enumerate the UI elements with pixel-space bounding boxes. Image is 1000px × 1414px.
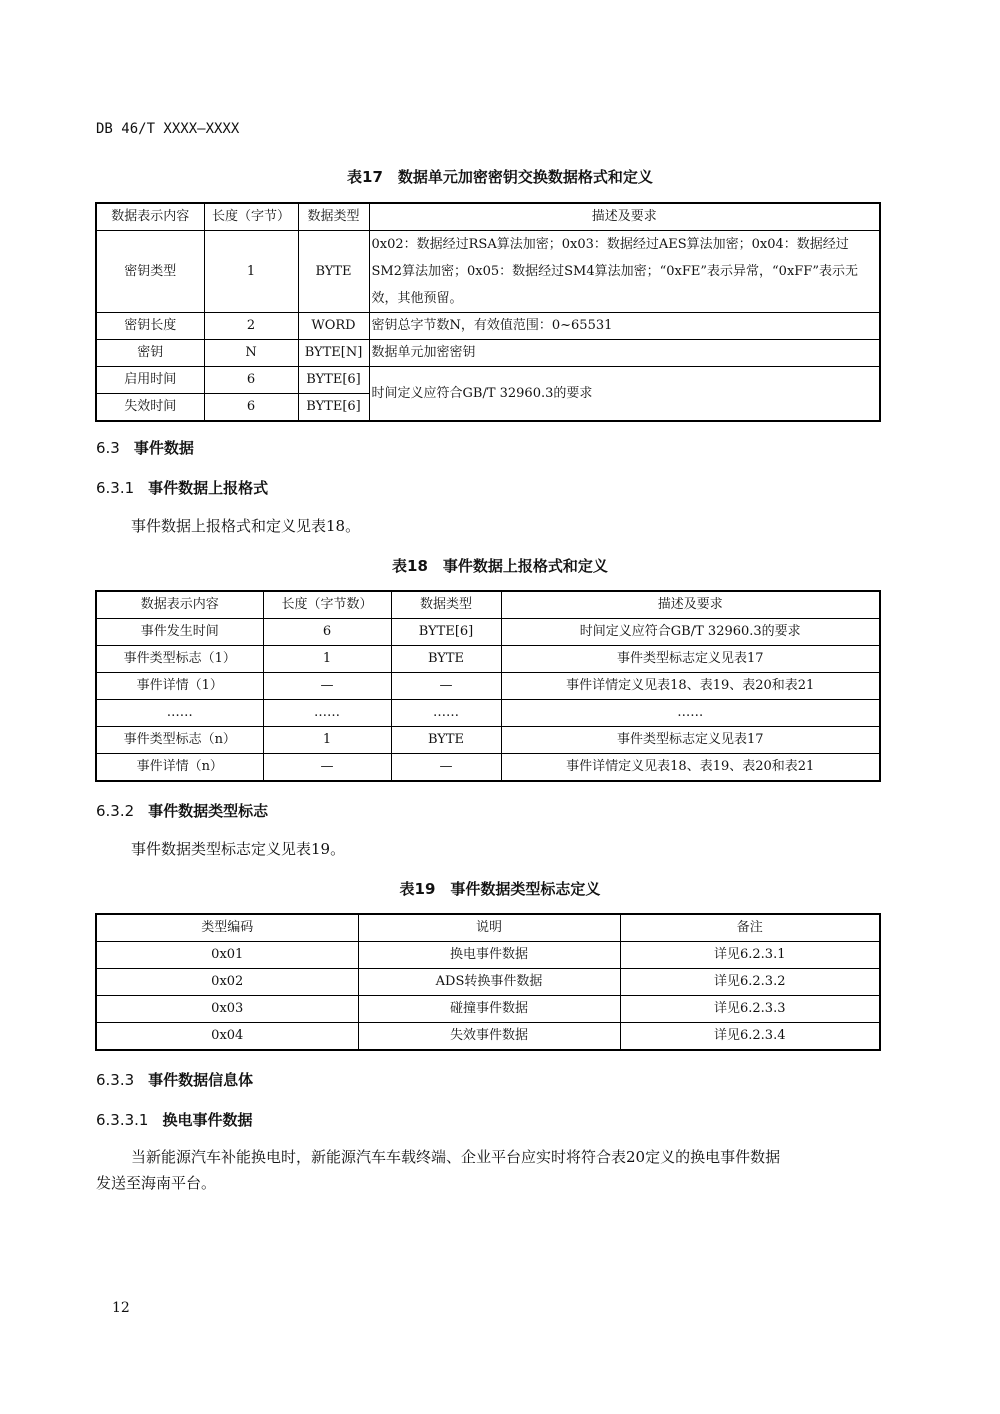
- paragraph-line: 发送至海南平台。: [96, 1174, 217, 1192]
- table19-cell: 0x02: [96, 969, 358, 996]
- table17-cell: BYTE[6]: [298, 367, 369, 394]
- table17-cell: 失效时间: [96, 394, 204, 422]
- table17-cell: 时间定义应符合GB/T 32960.3的要求: [369, 367, 880, 422]
- table19-cell: 失效事件数据: [358, 1023, 620, 1051]
- table18-caption: 表18 事件数据上报格式和定义: [392, 557, 608, 575]
- table19: [95, 913, 881, 1051]
- section-number: 6.3.2: [96, 802, 135, 820]
- page-number: 12: [112, 1300, 130, 1316]
- section-heading: [96, 477, 268, 498]
- table17-cell: 1: [204, 231, 298, 313]
- table18-cell: 1: [263, 646, 391, 673]
- table17-cell: BYTE: [298, 231, 369, 313]
- section-heading: [96, 800, 268, 821]
- table18-cell: BYTE: [391, 727, 501, 754]
- table17-cell: 密钥: [96, 340, 204, 367]
- table17-cell: BYTE[6]: [298, 394, 369, 422]
- table19-cell: ADS转换事件数据: [358, 969, 620, 996]
- table19-cell: 0x01: [96, 942, 358, 969]
- table18-cell: —: [263, 754, 391, 782]
- table19-caption: 表19 事件数据类型标志定义: [399, 880, 601, 898]
- table17: [95, 202, 881, 422]
- section-heading: [96, 1069, 253, 1090]
- table17-cell: N: [204, 340, 298, 367]
- table17-cell: 数据单元加密密钥: [369, 340, 880, 367]
- table17-cell: 6: [204, 394, 298, 422]
- section-title: 事件数据: [133, 439, 194, 457]
- table17-cell: WORD: [298, 313, 369, 340]
- table19-header: 类型编码: [96, 914, 358, 942]
- table18-cell: 事件类型标志定义见表17: [501, 646, 880, 673]
- table17-cell: 2: [204, 313, 298, 340]
- table18-cell: 事件详情定义见表18、表19、表20和表21: [501, 673, 880, 700]
- section-heading: [96, 437, 194, 458]
- table18-cell: ……: [501, 700, 880, 727]
- table18-cell: —: [391, 754, 501, 782]
- paragraph-line: 当新能源汽车补能换电时，新能源汽车车载终端、企业平台应实时将符合表20定义的换电事件数据: [131, 1148, 781, 1166]
- table18-cell: ……: [391, 700, 501, 727]
- table19-header: 备注: [620, 914, 880, 942]
- table17-cell: 启用时间: [96, 367, 204, 394]
- table17-cell: 0x02：数据经过RSA算法加密；0x03：数据经过AES算法加密；0x04：数据经过SM2算法加密；0x05：数据经过SM4算法加密；“0xFE”表示异常，“0xFF”表示无效，其他预留。: [369, 231, 880, 313]
- table19-cell: 0x04: [96, 1023, 358, 1051]
- table17-header: 数据表示内容: [96, 203, 204, 231]
- table19-cell: 详见6.2.3.3: [620, 996, 880, 1023]
- section-title: 事件数据信息体: [148, 1071, 254, 1089]
- table18-cell: —: [391, 673, 501, 700]
- section-number: 6.3: [96, 439, 120, 457]
- table18-cell: 事件发生时间: [96, 619, 263, 646]
- section-title: 换电事件数据: [162, 1111, 253, 1129]
- section-title: 事件数据类型标志: [148, 802, 269, 820]
- table18-cell: 6: [263, 619, 391, 646]
- table19-cell: 0x03: [96, 996, 358, 1023]
- paragraph: 事件数据类型标志定义见表19。: [131, 840, 346, 858]
- table18-cell: 事件类型标志（1）: [96, 646, 263, 673]
- table18-cell: 事件详情定义见表18、表19、表20和表21: [501, 754, 880, 782]
- table19-header: 说明: [358, 914, 620, 942]
- paragraph: 事件数据上报格式和定义见表18。: [131, 517, 361, 535]
- table17-header: 描述及要求: [369, 203, 880, 231]
- document-id: DB 46/T XXXX—XXXX: [96, 121, 240, 137]
- table17-caption: 表17 数据单元加密密钥交换数据格式和定义: [347, 168, 653, 186]
- table17-header: 长度（字节）: [204, 203, 298, 231]
- section-heading: [96, 1109, 253, 1130]
- table18-cell: BYTE: [391, 646, 501, 673]
- table19-cell: 碰撞事件数据: [358, 996, 620, 1023]
- table18-cell: —: [263, 673, 391, 700]
- section-number: 6.3.1: [96, 479, 135, 497]
- table19-cell: 详见6.2.3.1: [620, 942, 880, 969]
- table17-header: 数据类型: [298, 203, 369, 231]
- table17-cell: BYTE[N]: [298, 340, 369, 367]
- table19-cell: 换电事件数据: [358, 942, 620, 969]
- table17-cell: 密钥总字节数N，有效值范围：0~65531: [369, 313, 880, 340]
- table18-cell: 事件类型标志（n）: [96, 727, 263, 754]
- table17-cell: 6: [204, 367, 298, 394]
- table18-cell: 事件类型标志定义见表17: [501, 727, 880, 754]
- table18: [95, 590, 881, 782]
- table18-cell: BYTE[6]: [391, 619, 501, 646]
- table19-cell: 详见6.2.3.4: [620, 1023, 880, 1051]
- section-number: 6.3.3.1: [96, 1111, 149, 1129]
- table19-cell: 详见6.2.3.2: [620, 969, 880, 996]
- table18-cell: 时间定义应符合GB/T 32960.3的要求: [501, 619, 880, 646]
- table17-cell: 密钥类型: [96, 231, 204, 313]
- table18-cell: 事件详情（n）: [96, 754, 263, 782]
- table18-cell: 1: [263, 727, 391, 754]
- table18-cell: 事件详情（1）: [96, 673, 263, 700]
- table17-cell: 密钥长度: [96, 313, 204, 340]
- table18-header: 描述及要求: [501, 591, 880, 619]
- section-title: 事件数据上报格式: [148, 479, 269, 497]
- table18-header: 数据表示内容: [96, 591, 263, 619]
- section-number: 6.3.3: [96, 1071, 135, 1089]
- table18-cell: ……: [263, 700, 391, 727]
- table18-header: 长度（字节数）: [263, 591, 391, 619]
- table18-header: 数据类型: [391, 591, 501, 619]
- table18-cell: ……: [96, 700, 263, 727]
